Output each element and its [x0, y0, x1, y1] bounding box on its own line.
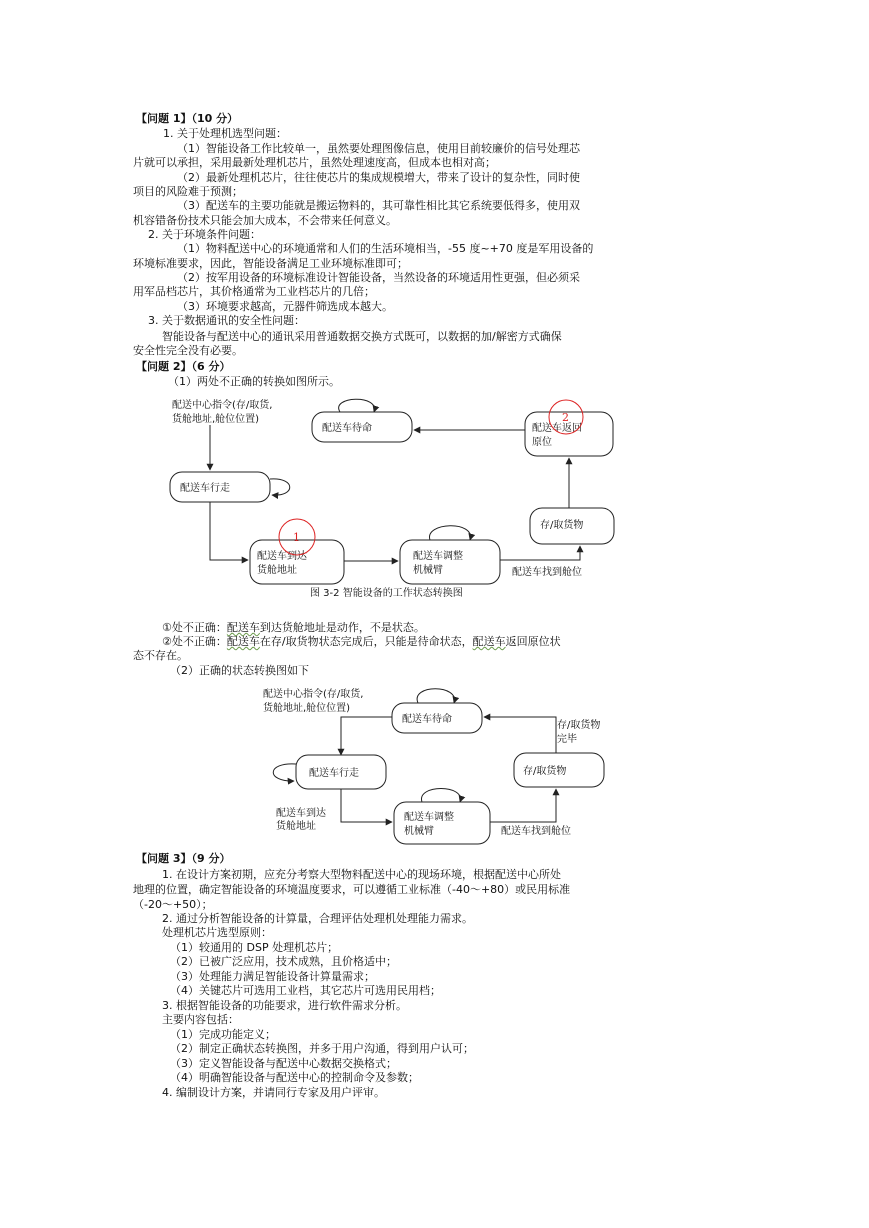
- q1-line: 环境标准要求，因此，智能设备满足工业环境标准即可；: [133, 257, 408, 270]
- arrived-label: 配送车到达: [276, 808, 326, 819]
- arrow: [210, 502, 248, 560]
- q3-line: 1. 在设计方案初期，应充分考察大型物料配送中心的现场环境，根据配送中心所处: [162, 868, 561, 881]
- q1-line: （2）最新处理机芯片，往往使芯片的集成规模增大，带来了设计的复杂性，同时使: [177, 171, 580, 184]
- state-moving-correct: [296, 755, 386, 789]
- state-label: 配送车行走: [180, 483, 230, 494]
- q1-line: 1. 关于处理机选型问题：: [163, 127, 287, 140]
- q3-line: 处理机芯片选型原则：: [162, 926, 272, 939]
- q1-line: （2）按军用设备的环境标准设计智能设备，当然设备的环境适用性更强，但必须采: [177, 271, 580, 284]
- state-standby: [312, 412, 412, 442]
- state-label: 配送车到达: [257, 551, 307, 562]
- note-term: 配送车: [472, 635, 506, 648]
- arrow: [490, 789, 556, 822]
- state-label: 配送车调整: [404, 812, 454, 823]
- done-label: 完毕: [557, 734, 577, 745]
- state-label: 存/取货物: [523, 766, 567, 777]
- q3-heading: 【问题 3】（9 分）: [136, 852, 231, 865]
- q2-intro: （1）两处不正确的转换如图所示。: [168, 375, 340, 388]
- note-text: ①处不正确：: [162, 621, 227, 634]
- self-loop-arrow: [339, 399, 375, 412]
- note-term: 配送车: [226, 635, 260, 648]
- command-label: 配送中心指令(存/取货,: [263, 689, 364, 700]
- q3-line: 主要内容包括：: [162, 1013, 239, 1026]
- q1-line: 片就可以承担，采用最新处理机芯片，虽然处理速度高，但成本也相对高；: [133, 156, 496, 169]
- q2-heading: 【问题 2】（6 分）: [136, 360, 231, 373]
- q1-line: 智能设备与配送中心的通讯采用普通数据交换方式既可，以数据的加/解密方式确保: [162, 330, 562, 343]
- q3-line: （2）已被广泛应用，技术成熟，且价格适中；: [170, 955, 397, 968]
- state-adjust-arm-correct: [394, 802, 490, 844]
- self-loop-arrow: [273, 764, 296, 781]
- note-1: [162, 621, 425, 635]
- found-slot-label: 配送车找到舱位: [501, 826, 571, 837]
- q3-line: （1）完成功能定义；: [170, 1028, 276, 1041]
- self-loop-arrow: [417, 689, 454, 703]
- command-label: 配送中心指令(存/取货,: [172, 400, 273, 411]
- q1-line: 机容错备份技术只能会加大成本，不会带来任何意义。: [133, 214, 397, 227]
- error-mark-label: 1: [293, 531, 300, 544]
- arrow: [500, 546, 580, 560]
- state-moving: [170, 472, 270, 502]
- state-store-fetch-correct: [514, 753, 604, 787]
- state-label: 原位: [532, 437, 552, 448]
- state-label: 配送车返回: [532, 423, 582, 434]
- self-loop-arrow: [270, 479, 290, 495]
- correct-intro: （2）正确的状态转换图如下: [170, 664, 309, 677]
- state-label: 配送车待命: [322, 423, 372, 434]
- found-slot-label: 配送车找到舱位: [512, 567, 582, 578]
- q3-line: （4）明确智能设备与配送中心的控制命令及参数；: [170, 1071, 419, 1084]
- q1-line: （3）配送车的主要功能就是搬运物料的，其可靠性相比其它系统要低得多，使用双: [177, 199, 580, 212]
- arrow: [341, 789, 392, 822]
- note-text: 返回原位状: [505, 635, 561, 648]
- state-arrive-hold: [250, 540, 344, 584]
- note-text: ②处不正确：: [162, 635, 227, 648]
- q3-line: （1）较通用的 DSP 处理机芯片；: [170, 941, 339, 954]
- q3-line: （-20～+50）；: [133, 898, 213, 911]
- command-label: 货舱地址,舱位位置): [263, 703, 351, 714]
- state-label: 货舱地址: [257, 565, 297, 576]
- state-label: 配送车调整: [413, 551, 463, 562]
- note-2-cont: 态不存在。: [133, 649, 188, 662]
- q1-line: 安全性完全没有必要。: [133, 344, 243, 357]
- q1-line: （3）环境要求越高，元器件筛选成本越大。: [177, 300, 393, 313]
- q3-line: （3）处理能力满足智能设备计算量需求；: [170, 970, 375, 983]
- note-text: 到达货舱地址是动作，不是状态。: [259, 621, 425, 634]
- q1-line: （1）智能设备工作比较单一，虽然要处理图像信息，使用目前较廉价的信号处理芯: [177, 142, 580, 155]
- arrow: [484, 717, 556, 753]
- q1-heading: 【问题 1】（10 分）: [136, 112, 239, 125]
- q3-line: 3. 根据智能设备的功能要求，进行软件需求分析。: [162, 999, 407, 1012]
- state-label: 存/取货物: [540, 520, 584, 531]
- q1-line: 用军品档芯片，其价格通常为工业档芯片的几倍；: [133, 285, 375, 298]
- self-loop-arrow: [421, 789, 460, 803]
- q1-line: （1）物料配送中心的环境通常和人们的生活环境相当，-55 度~+70 度是军用设备的: [177, 242, 594, 255]
- q1-line: 项目的风险难于预测；: [133, 185, 243, 198]
- self-loop-arrow: [430, 526, 471, 540]
- note-text: 在存/取货物状态完成后，只能是待命状态，: [259, 635, 473, 648]
- q3-line: （4）关键芯片可选用工业档，其它芯片可选用民用档；: [170, 984, 441, 997]
- state-store-fetch: [530, 508, 614, 544]
- note-term: 配送车: [226, 621, 260, 634]
- arrived-label: 货舱地址: [276, 821, 316, 832]
- q3-line: （2）制定正确状态转换图，并多于用户沟通，得到用户认可；: [170, 1042, 474, 1055]
- figure-caption: 图 3-2 智能设备的工作状态转换图: [310, 588, 463, 599]
- state-label: 机械臂: [404, 826, 434, 837]
- q3-line: 地理的位置，确定智能设备的环境温度要求，可以遵循工业标准（-40～+80）或民用标准: [133, 883, 571, 896]
- state-label: 配送车行走: [309, 768, 359, 779]
- note-2: [162, 635, 561, 649]
- state-label: 配送车待命: [402, 714, 452, 725]
- q3-line: 2. 通过分析智能设备的计算量，合理评估处理机处理能力需求。: [162, 912, 473, 925]
- state-adjust-arm: [400, 540, 500, 584]
- q3-line: 4. 编制设计方案，并请同行专家及用户评审。: [162, 1086, 385, 1099]
- error-mark-label: 2: [562, 411, 569, 424]
- done-label: 存/取货物: [557, 720, 601, 731]
- q1-line: 3. 关于数据通讯的安全性问题：: [148, 314, 305, 327]
- q1-line: 2. 关于环境条件问题：: [148, 228, 261, 241]
- state-standby-correct: [392, 703, 482, 733]
- q3-line: （3）定义智能设备与配送中心数据交换格式；: [170, 1057, 397, 1070]
- arrow: [341, 717, 392, 755]
- state-label: 机械臂: [413, 565, 443, 576]
- command-label: 货舱地址,舱位位置): [172, 414, 260, 425]
